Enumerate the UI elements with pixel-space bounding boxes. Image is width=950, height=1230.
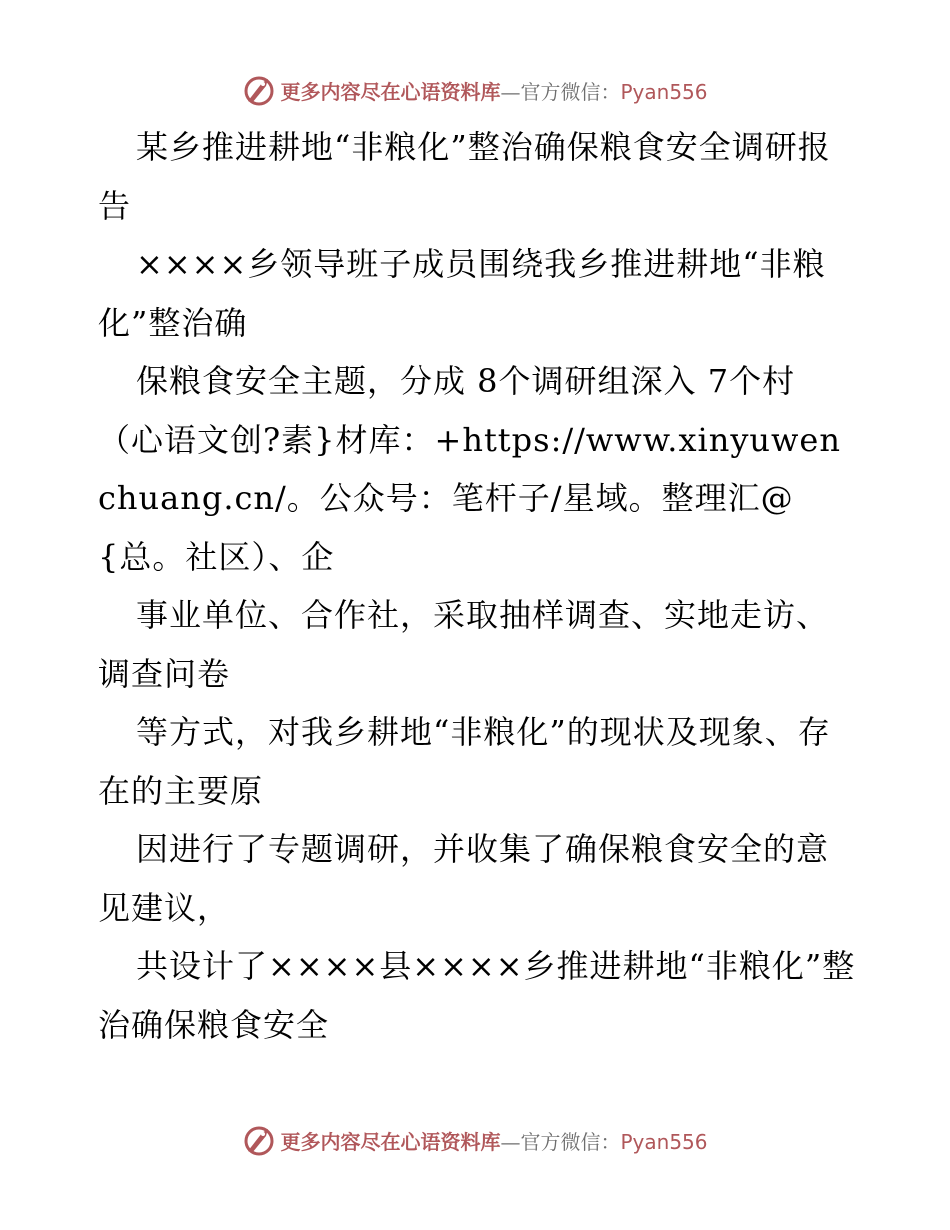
watermark-separator: — xyxy=(500,1129,521,1154)
watermark-wechat-id: Pyan556 xyxy=(620,79,708,104)
paragraph-title: 某乡推进耕地“非粮化”整治确保粮食安全调研报告 xyxy=(98,128,831,225)
watermark-wechat-label: 官方微信： xyxy=(520,1129,621,1154)
pen-nib-logo-icon xyxy=(242,1123,276,1157)
pen-nib-logo-icon xyxy=(242,73,276,107)
paragraph: ××××乡领导班子成员围绕我乡推进耕地“非粮化”整治确 xyxy=(98,245,826,342)
paragraph: 等方式，对我乡耕地“非粮化”的现状及现象、存在的主要原 xyxy=(98,713,831,810)
watermark-wechat-label: 官方微信： xyxy=(520,79,621,104)
watermark-brand-text: 更多内容尽在心语资料库 xyxy=(280,79,501,104)
watermark-separator: — xyxy=(500,79,521,104)
footer-watermark xyxy=(0,1118,950,1162)
watermark-wechat-id: Pyan556 xyxy=(620,1129,708,1154)
paragraph: 保粮食安全主题，分成 8个调研组深入 7个村（心语文创?素}材库：+https://www.xinyuwenchuang.cn/。公众号：笔杆子/星域。整理汇@{总。社区）、企 xyxy=(98,362,841,576)
watermark-brand-text: 更多内容尽在心语资料库 xyxy=(280,1129,501,1154)
paragraph: 共设计了××××县××××乡推进耕地“非粮化”整治确保粮食安全 xyxy=(98,947,856,1044)
document-body xyxy=(98,118,858,1054)
paragraph: 事业单位、合作社，采取抽样调查、实地走访、调查问卷 xyxy=(98,596,830,693)
paragraph: 因进行了专题调研，并收集了确保粮食安全的意见建议， xyxy=(98,830,830,927)
header-watermark xyxy=(0,68,950,112)
